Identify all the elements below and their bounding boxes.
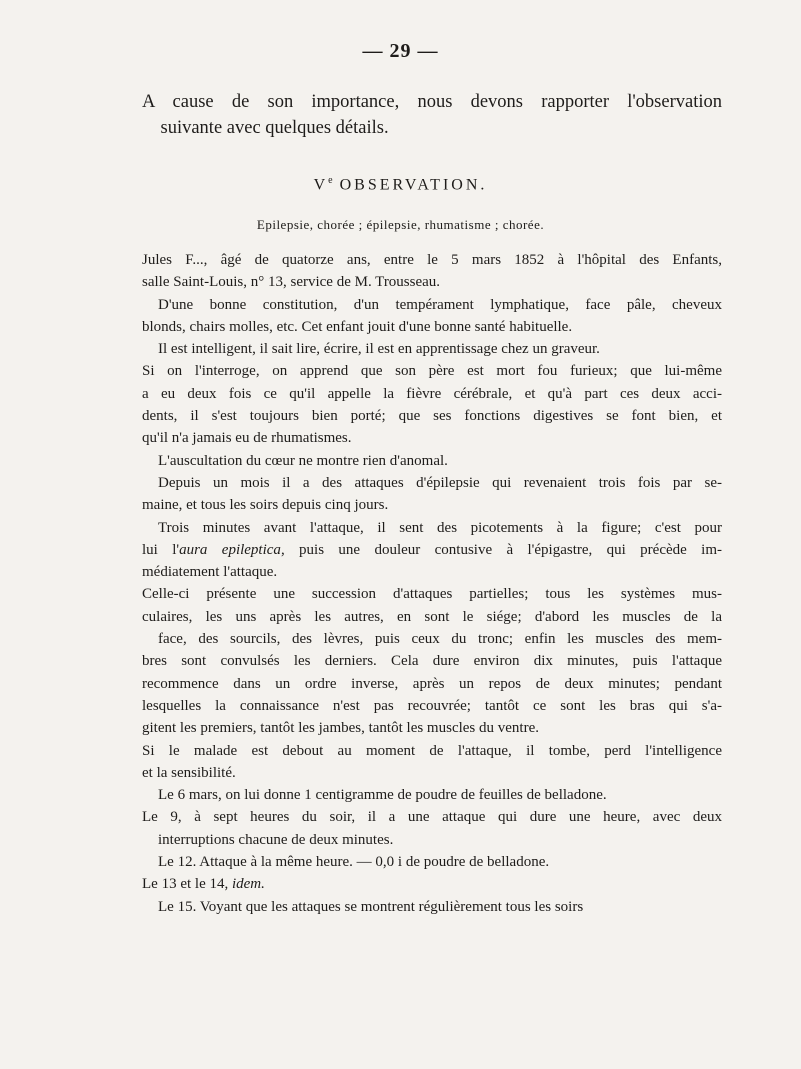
body-line: Depuis un mois il a des attaques d'épilepsie qui revenaient trois fois par se- (158, 474, 722, 491)
intro-line-2: suivante avec quelques détails. (160, 118, 389, 138)
body-line: salle Saint-Louis, n° 13, service de M. Trousseau. (142, 274, 441, 291)
aura-suffix: , puis une douleur contusive à l'épigastre, qui précède im- (280, 541, 722, 558)
observation-number-suffix: e (328, 175, 333, 186)
observation-subtitle: Epilepsie, chorée ; épilepsie, rhumatisme ; chorée. (256, 217, 545, 232)
body-line: D'une bonne constitution, d'un tempérament lymphatique, face pâle, cheveux (158, 296, 722, 313)
body-line: Si le malade est debout au moment de l'attaque, il tombe, perd l'intelligence (142, 742, 722, 759)
body-line: et la sensibilité. (142, 764, 236, 781)
body-line: lesquelles la connaissance n'est pas recouvrée; tantôt ce sont les bras qui s'a- (142, 697, 722, 714)
body-line: qu'il n'a jamais eu de rhumatismes. (142, 430, 352, 447)
body-line: L'auscultation du cœur ne montre rien d'anomal. (158, 452, 448, 469)
body-line: Si on l'interroge, on apprend que son père est mort fou furieux; que lui-même (142, 363, 722, 380)
body-line-aura (142, 539, 722, 561)
idem-prefix: Le 13 et le 14, (142, 876, 232, 893)
body-line: dents, il s'est toujours bien porté; que ses fonctions digestives se font bien, et (142, 408, 722, 425)
observation-number: V (313, 176, 329, 194)
body-line: Il est intelligent, il sait lire, écrire, il est en apprentissage chez un graveur. (158, 341, 600, 358)
intro-line-1: A cause de son importance, nous devons rapporter l'observation (142, 92, 722, 112)
body-line: face, des sourcils, des lèvres, puis ceux du tronc; enfin les muscles des mem- (158, 631, 722, 648)
body-line: Trois minutes avant l'attaque, il sent des picotements à la figure; c'est pour (158, 519, 722, 536)
body-line: Celle-ci présente une succession d'attaques partielles; tous les systèmes mus- (142, 586, 722, 603)
observation-body (142, 249, 722, 918)
body-line: blonds, chairs molles, etc. Cet enfant jouit d'une bonne santé habituelle. (142, 318, 573, 335)
body-line: Le 12. Attaque à la même heure. — 0,0 i de poudre de belladone. (158, 854, 550, 871)
body-line: recommence dans un ordre inverse, après un repos de deux minutes; pendant (142, 675, 722, 692)
body-line: Le 15. Voyant que les attaques se montrent régulièrement tous les soirs (158, 898, 584, 915)
observation-word: OBSERVATION. (339, 176, 488, 194)
body-line: médiatement l'attaque. (142, 564, 278, 581)
body-line: Le 6 mars, on lui donne 1 centigramme de poudre de feuilles de belladone. (158, 787, 607, 804)
observation-title (0, 175, 801, 194)
body-line: bres sont convulsés les derniers. Cela dure environ dix minutes, puis l'attaque (142, 653, 722, 670)
body-line: interruptions chacune de deux minutes. (158, 831, 394, 848)
aura-prefix: lui l' (142, 541, 180, 558)
body-line-idem (142, 873, 722, 895)
page-number: — 29 — (362, 40, 439, 62)
aura-term: aura epileptica (179, 541, 281, 558)
body-line: culaires, les uns après les autres, en sont le siége; d'abord les muscles de la (142, 608, 722, 625)
body-line: gitent les premiers, tantôt les jambes, tantôt les muscles du ventre. (142, 720, 539, 737)
body-line: maine, et tous les soirs depuis cinq jours. (142, 497, 389, 514)
intro-paragraph (142, 89, 722, 141)
body-line: a eu deux fois ce qu'il appelle la fièvre cérébrale, et qu'à part ces deux acci- (142, 385, 722, 402)
body-line: Le 9, à sept heures du soir, il a une attaque qui dure une heure, avec deux (142, 809, 722, 826)
body-line: Jules F..., âgé de quatorze ans, entre le 5 mars 1852 à l'hôpital des Enfants, (142, 252, 722, 268)
idem-term: idem. (231, 876, 265, 893)
